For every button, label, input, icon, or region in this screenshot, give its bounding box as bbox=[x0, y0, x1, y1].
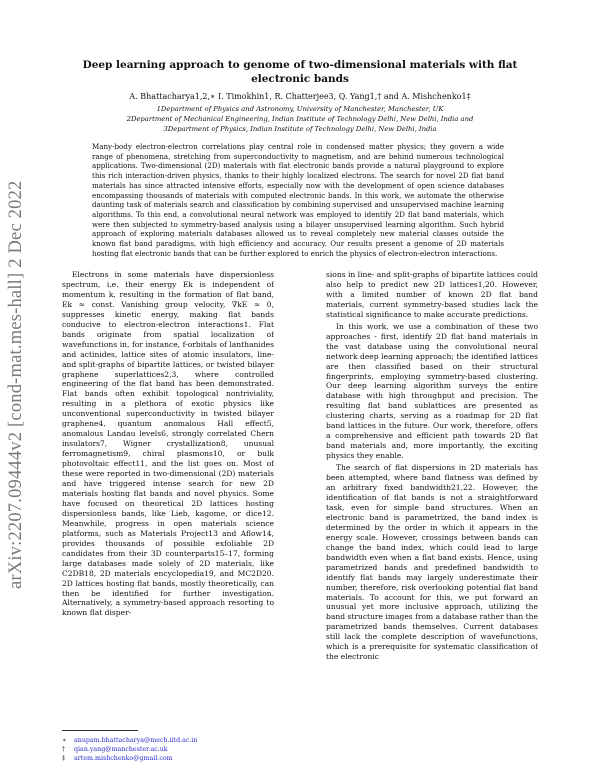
paper-title: Deep learning approach to genome of two-dimensional materials with flat electronic bands bbox=[82, 59, 518, 85]
arxiv-identifier: arXiv:2207.09444v2 [cond-mat.mes-hall] 2 Dec 2022 bbox=[6, 180, 26, 590]
body-column-left bbox=[62, 270, 274, 730]
footnote-2 bbox=[62, 745, 274, 754]
body-paragraph: Electrons in some materials have dispersionless spectrum, i.e. their energy Ek is independent of momentum k, resulting in the formation of flat band, Ek ≈ const. Vanishing group velocity, ∇kE ≈ 0, suppresses kinetic energy, making flat bands conducive to electron-electron interactions1. Flat bands originate from spatial localization of wavefunctions in, for instance, f-orbitals of lanthanides and actinides, lattice sites of atomic insulators, line- and split-graphs of bipartite lattices, or twisted bilayer graphene superlattices2,3, where controlled engineering of the flat band has been demonstrated. Flat bands often exhibit topological nontriviality, resulting in a plethora of exotic physics like unconventional superconductivity in twisted bilayer graphene4, quantum anomalous Hall effect5, anomalous Landau levels6, strongly correlated Chern insulators7, Wigner crystallization8, unusual ferromagnetism9, chiral plasmons10, or bulk photovoltaic effect11, and the list goes on. Most of these were reported in two-dimensional (2D) materials and have triggered intense search for new 2D materials hosting flat bands and novel physics. Some have focused on theoretical 2D lattices hosting dispersionless bands, like Lieb, kagome, or dice12. Meanwhile, progress in open materials science platforms, such as Materials Project13 and Aflow14, provides thousands of possible exfoliable 2D candidates from their 3D counterparts15–17, forming large databases made solely of 2D materials, like C2DB18, 2D materials encyclopedia19, and MC2D20. 2D lattices hosting flat bands, mostly theoretically, can then be identified for further investigation. Alternatively, a symmetry-based approach resorting to known flat disper- bbox=[62, 270, 274, 618]
affiliations bbox=[60, 104, 540, 134]
body-paragraph: The search of flat dispersions in 2D materials has been attempted, where band flatness was defined by an arbitrary fixed bandwidth21,22. However, the identification of flat bands is not a straightforward task, even for simple band structures. When an electronic band is parametrized, the band index is determined by the order in which it appears in the energy scale. However, crossings between bands can change the band index, which could lead to large bandwidth even when a flat band exists. Hence, using parametrized bands and predefined bandwidth to identify flat bands may largely underestimate their number, therefore, risk overlooking potential flat band materials. To account for this, we put forward an unusual yet more inclusive approach, utilizing the band structure images from a database rather than the parametrized bands themselves. Current databases still lack the complete description of wavefunctions, which is a prerequisite for systematic classification of the electronic bbox=[326, 463, 538, 662]
footnote-mark: † bbox=[62, 746, 66, 753]
author-list: A. Bhattacharya1,2,∗ I. Timokhin1, R. Chatterjee3, Q. Yang1,† and A. Mishchenko1‡ bbox=[129, 92, 471, 101]
footnote-1 bbox=[62, 736, 274, 745]
affiliation-1: 1Department of Physics and Astronomy, University of Manchester, Manchester, UK bbox=[156, 105, 444, 113]
email-link[interactable]: artem.mishchenko@gmail.com bbox=[74, 755, 173, 762]
abstract: Many-body electron-electron correlations play central role in condensed matter physics; they govern a wide range of phenomena, stretching from superconductivity to magnetism, and are behind numerous technological applications. Two-dimensional (2D) materials with flat electronic bands provide a natural playground to explore this rich interaction-driven physics, thanks to their highly localized electrons. The search for novel 2D flat band materials has since attracted intensive efforts, especially now with the development of open science databases encompassing thousands of materials with computed electronic bands. In this work, we automate the otherwise daunting task of materials search and classification by combining supervised and unsupervised machine learning algorithms. To this end, a convolutional neural network was employed to identify 2D flat band materials, which were then subjected to symmetry-based analysis using a bilayer unsupervised learning algorithm. Such hybrid approach of exploring materials databases allowed us to reveal completely new material classes outside the known flat band paradigms, with high efficiency and accuracy. Our results present a genome of 2D materials hosting flat electronic bands that can be further explored to enrich the physics of electron-electron interactions. bbox=[92, 142, 504, 258]
footnote-mark: ‡ bbox=[62, 755, 66, 762]
body-paragraph: In this work, we use a combination of these two approaches - first, identify 2D flat band materials in the vast database using the convolutional neural network deep learning approach; the identified lattices are then classified based on their structural fingerprints, employing symmetry-based clustering. Our deep learning algorithm surveys the entire database with high throughput and precision. The resulting flat band sublattices are presented as clustering charts, serving as a roadmap for 2D flat band lattices in the future. Our work, therefore, offers a comprehensive and efficient path towards 2D flat band materials and, more importantly, the exciting physics they enable. bbox=[326, 321, 538, 461]
body-column-right bbox=[326, 270, 538, 756]
footnotes bbox=[62, 730, 274, 763]
affiliation-2: 2Department of Mechanical Engineering, Indian Institute of Technology Delhi, New Delhi, India and bbox=[126, 115, 474, 123]
body-paragraph: sions in line- and split-graphs of bipartite lattices could also help to predict new 2D lattices1,20. However, with a limited number of known 2D flat band materials, current symmetry-based studies lack the statistical significance to make accurate predictions. bbox=[326, 270, 538, 319]
email-link[interactable]: anupam.bhattacharya@mech.iitd.ac.in bbox=[74, 737, 198, 744]
email-link[interactable]: qian.yang@manchester.ac.uk bbox=[74, 746, 168, 753]
footnote-divider bbox=[62, 730, 138, 731]
footnote-mark: ∗ bbox=[62, 737, 67, 744]
footnote-3 bbox=[62, 754, 274, 763]
affiliation-3: 3Department of Physics, Indian Institute of Technology Delhi, New Delhi, India bbox=[163, 125, 437, 133]
